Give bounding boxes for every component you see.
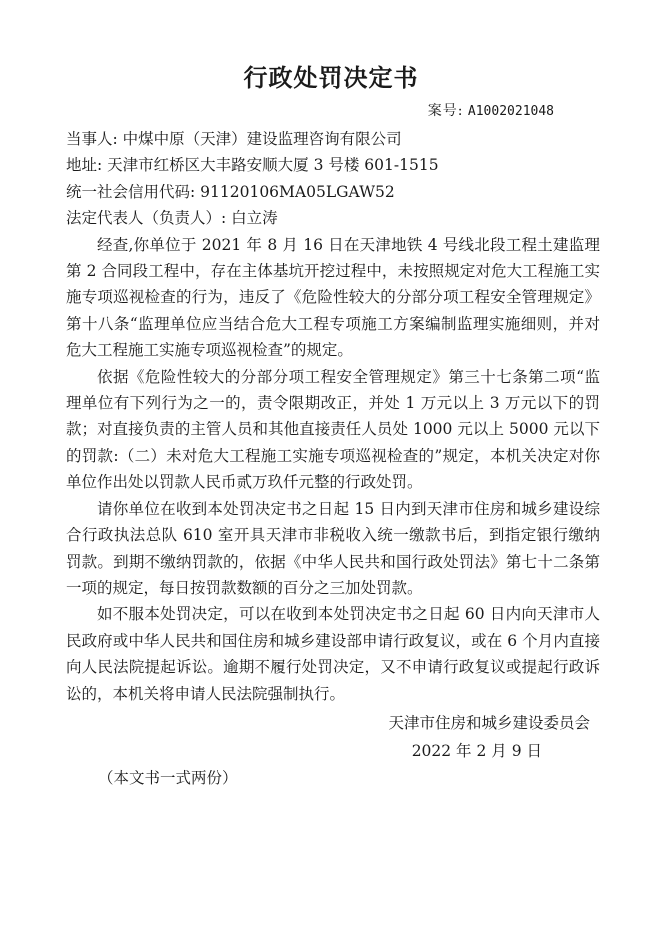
copies-note: （本文书一式两份）: [98, 769, 238, 787]
issue-date: 2022 年 2 月 9 日: [411, 742, 542, 760]
address-line: 地址: 天津市红桥区大丰路安顺大厦 3 号楼 601-1515: [66, 156, 439, 175]
payment-instructions-paragraph: 请你单位在收到本处罚决定书之日起 15 日内到天津市住房和城乡建设综合行政执法总队 610 室开具天津市非税收入统一缴款书后，到指定银行缴纳罚款。到期不缴纳罚款的，依据《中华人民共和国行政处罚法》第七十二条第一项的规定，每日按罚款数额的百分之三加处罚款。: [66, 499, 600, 597]
case-number-value: A1002021048: [467, 104, 554, 119]
document-title: 行政处罚决定书: [243, 63, 419, 92]
penalty-basis-paragraph: 依据《危险性较大的分部分项工程安全管理规定》第三十七条第二项“监理单位有下列行为之一的，责令限期改正，并处 1 万元以上 3 万元以下的罚款；对直接负责的主管人员和其他直接责任人员处 1000 元以上 5000 元以下的罚款:（二）未对危大工程施工实施专项巡视检查的”规定，本机关决定对你单位作出处以罚款人民币贰万玖仟元整的行政处罚。: [66, 367, 600, 492]
credit-code-line: 统一社会信用代码: 91120106MA05LGAW52: [66, 182, 395, 201]
party-line: 当事人: 中煤中原（天津）建设监理咨询有限公司: [66, 130, 402, 148]
findings-paragraph: 经查,你单位于 2021 年 8 月 16 日在天津地铁 4 号线北段工程土建监理第 2 合同段工程中，存在主体基坑开挖过程中，未按照规定对危大工程施工实施专项巡视检查的行为，违反了《危险性较大的分部分项工程安全管理规定》第十八条“监理单位应当结合危大工程专项施工方案编制监理实施细则，并对危大工程施工实施专项巡视检查”的规定。: [66, 235, 600, 360]
document-body: [66, 126, 600, 707]
appeal-rights-paragraph: 如不服本处罚决定，可以在收到本处罚决定书之日起 60 日内向天津市人民政府或中华人民共和国住房和城乡建设部申请行政复议，或在 6 个月内直接向人民法院提起诉讼。逾期不履行处罚决定，又不申请行政复议或提起行政诉讼的，本机关将申请人民法院强制执行。: [66, 605, 600, 703]
case-number-label: 案号:: [427, 103, 464, 119]
legal-representative-line: 法定代表人（负责人）: 白立涛: [66, 209, 278, 228]
case-number-row: [428, 101, 554, 122]
issuing-authority: 天津市住房和城乡建设委员会: [388, 714, 590, 732]
